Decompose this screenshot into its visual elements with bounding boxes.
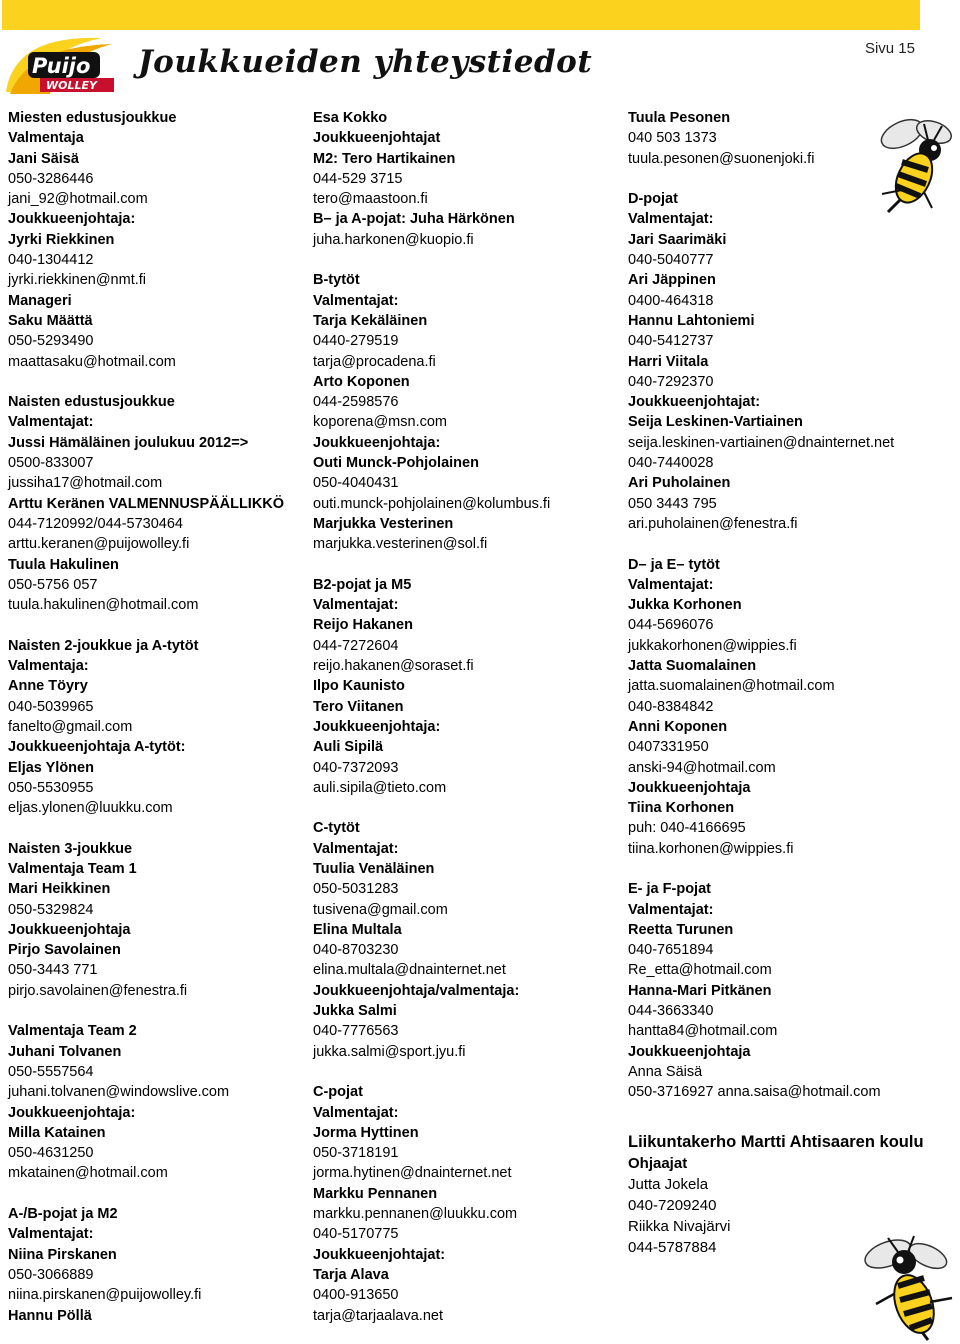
contact-label: Jukka Salmi: [313, 1003, 397, 1020]
contact-detail: tero@maastoon.fi: [313, 191, 428, 208]
contact-line: Jutta Jokela: [628, 1175, 709, 1193]
contact-label: Niina Pirskanen: [8, 1246, 117, 1263]
contact-detail: 040-7651894: [628, 942, 714, 959]
wasp-icon: [858, 1232, 958, 1342]
spacer: [628, 1111, 918, 1131]
contact-detail: 050-4040431: [313, 475, 399, 492]
contact-label: Elina Multala: [313, 921, 402, 938]
contact-detail: 040-8384842: [628, 698, 714, 715]
contact-label: Jari Saarimäki: [628, 231, 727, 248]
contact-detail: 0400-464318: [628, 292, 714, 309]
contact-detail: 040-8703230: [313, 942, 399, 959]
contact-label: Esa Kokko: [313, 110, 388, 126]
contact-label: Valmentajat:: [8, 414, 94, 431]
contact-detail: tarja@procadena.fi: [313, 353, 436, 370]
contact-detail: pirjo.savolainen@fenestra.fi: [8, 982, 188, 999]
svg-text:WOLLEY: WOLLEY: [46, 79, 97, 92]
contact-detail: markku.pennanen@luukku.com: [313, 1206, 518, 1223]
contact-detail: fanelto@gmail.com: [8, 718, 133, 735]
spacer: [313, 1062, 618, 1082]
contact-detail: Re_etta@hotmail.com: [628, 962, 772, 979]
contact-label: Jani Säisä: [8, 150, 79, 167]
contact-label: Hanna-Mari Pitkänen: [628, 982, 772, 999]
contact-detail: 0400-913650: [313, 1287, 399, 1304]
svg-text:Puijo: Puijo: [32, 54, 91, 78]
contact-detail: 050-3066889: [8, 1266, 94, 1283]
contact-label: B2-pojat ja M5: [313, 576, 412, 593]
contact-detail: niina.pirskanen@puijowolley.fi: [8, 1287, 202, 1304]
contact-label: Pirjo Savolainen: [8, 942, 121, 959]
contact-label: B– ja A-pojat: Juha Härkönen: [313, 211, 515, 228]
contact-column-1: [8, 108, 303, 1326]
contact-label: A-/B-pojat ja M2: [8, 1206, 118, 1223]
contact-label: Ilpo Kaunisto: [313, 678, 405, 695]
contact-label: Tuula Pesonen: [628, 110, 731, 126]
contact-detail: 050-4631250: [8, 1145, 94, 1162]
spacer: [8, 1001, 303, 1021]
contact-label: Naisten edustusjoukkue: [8, 394, 175, 411]
contact-label: Arto Koponen: [313, 373, 410, 390]
contact-detail: 050-3716927 anna.saisa@hotmail.com: [628, 1084, 881, 1101]
contact-label: Naisten 2-joukkue ja A-tytöt: [8, 637, 199, 654]
contact-detail: tusivena@gmail.com: [313, 901, 448, 918]
contact-label: Valmentajat:: [628, 576, 714, 593]
contact-detail: jorma.hytinen@dnainternet.net: [313, 1165, 512, 1182]
contact-label: Valmentajat:: [313, 292, 399, 309]
contact-column-2: [313, 108, 618, 1326]
contact-detail: reijo.hakanen@soraset.fi: [313, 658, 474, 675]
contact-detail: tarja@tarjaalava.net: [313, 1307, 443, 1324]
contact-detail: jukkakorhonen@wippies.fi: [628, 637, 797, 654]
contact-label: Seija Leskinen-Vartiainen: [628, 414, 803, 431]
contact-label: Tuulia Venäläinen: [313, 860, 435, 877]
contact-label: Anni Koponen: [628, 718, 728, 735]
contact-column-3: [628, 108, 924, 1258]
spacer: [8, 818, 303, 838]
spacer: [628, 859, 918, 879]
contact-detail: juhani.tolvanen@windowslive.com: [8, 1084, 230, 1101]
contact-detail: anski-94@hotmail.com: [628, 759, 776, 776]
contact-detail: 040-5170775: [313, 1226, 399, 1243]
contact-label: C-pojat: [313, 1084, 363, 1101]
contact-detail: hantta84@hotmail.com: [628, 1023, 778, 1040]
puijo-wolley-logo: [2, 34, 122, 100]
section-subheading: Ohjaajat: [628, 1154, 688, 1172]
contact-label: Tero Viitanen: [313, 698, 404, 715]
contact-label: Jussi Hämäläinen joulukuu 2012=>: [8, 434, 249, 451]
contact-detail: maattasaku@hotmail.com: [8, 353, 176, 370]
contact-label: Joukkueenjohtaja/valmentaja:: [313, 982, 520, 999]
contact-label: Markku Pennanen: [313, 1185, 438, 1202]
contact-detail: 0440-279519: [313, 333, 399, 350]
contact-detail: 044-7120992/044-5730464: [8, 515, 183, 532]
contact-detail: 040-5412737: [628, 333, 714, 350]
contact-label: Mari Heikkinen: [8, 881, 111, 898]
page-title: Joukkueiden yhteystiedot: [138, 44, 593, 80]
contact-label: Valmentajat:: [313, 840, 399, 857]
contact-detail: mkatainen@hotmail.com: [8, 1165, 168, 1182]
contact-label: Joukkueenjohtaja:: [313, 718, 441, 735]
contact-detail: puh: 040-4166695: [628, 820, 746, 837]
contact-label: B-tytöt: [313, 272, 360, 289]
contact-label: Miesten edustusjoukkue: [8, 110, 177, 126]
spacer: [628, 534, 918, 554]
contact-detail: marjukka.vesterinen@sol.fi: [313, 536, 488, 553]
contact-label: Manageri: [8, 292, 72, 309]
contact-detail: 040-5039965: [8, 698, 94, 715]
contact-label: Valmentaja Team 2: [8, 1023, 137, 1040]
contact-label: Tarja Alava: [313, 1266, 389, 1283]
contact-label: Juhani Tolvanen: [8, 1043, 122, 1060]
contact-detail: outi.munck-pohjolainen@kolumbus.fi: [313, 495, 551, 512]
contact-label: Valmentaja Team 1: [8, 860, 137, 877]
spacer: [8, 372, 303, 392]
contact-detail: 050-3718191: [313, 1145, 399, 1162]
contact-detail: 050-5031283: [313, 881, 399, 898]
contact-label: Naisten 3-joukkue: [8, 840, 133, 857]
column-3-lines: [628, 108, 918, 1103]
contact-detail: 050-5293490: [8, 333, 94, 350]
contact-detail: ari.puholainen@fenestra.fi: [628, 515, 798, 532]
contact-detail: 040-7776563: [313, 1023, 399, 1040]
spacer: [313, 798, 618, 818]
contact-detail: arttu.keranen@puijowolley.fi: [8, 536, 190, 553]
contact-line: 044-5787884: [628, 1238, 717, 1256]
contact-detail: 050-3286446: [8, 170, 94, 187]
contact-label: Valmentajat:: [313, 1104, 399, 1121]
contact-detail: jyrki.riekkinen@nmt.fi: [8, 272, 146, 289]
contact-detail: 040 503 1373: [628, 130, 717, 147]
contact-label: Joukkueenjohtaja:: [8, 1104, 136, 1121]
contact-label: Joukkueenjohtaja A-tytöt:: [8, 739, 186, 756]
contact-detail: elina.multala@dnainternet.net: [313, 962, 506, 979]
contact-label: Joukkueenjohtaja: [628, 1043, 751, 1060]
contact-label: Joukkueenjohtajat:: [313, 1246, 446, 1263]
spacer: [8, 615, 303, 635]
contact-detail: 0407331950: [628, 739, 709, 756]
contact-label: Joukkueenjohtaja:: [8, 211, 136, 228]
contact-label: D-pojat: [628, 191, 678, 208]
contact-detail: 040-5040777: [628, 252, 714, 269]
contact-detail: 050-5530955: [8, 779, 94, 796]
contact-label: Ari Jäppinen: [628, 272, 716, 289]
contact-label: Jyrki Riekkinen: [8, 231, 115, 248]
spacer: [628, 1103, 918, 1111]
contact-label: Joukkueenjohtaja: [8, 921, 131, 938]
contact-label: Jukka Korhonen: [628, 597, 742, 614]
contact-label: Reetta Turunen: [628, 921, 734, 938]
contact-label: Saku Määttä: [8, 312, 93, 329]
contact-label: Tuula Hakulinen: [8, 556, 119, 573]
contact-detail: eljas.ylonen@luukku.com: [8, 800, 173, 817]
contact-label: Jorma Hyttinen: [313, 1124, 419, 1141]
contact-detail: 044-5696076: [628, 617, 714, 634]
contact-line: 040-7209240: [628, 1196, 717, 1214]
contact-detail: Anna Säisä: [628, 1063, 703, 1080]
page-number: Sivu 15: [864, 40, 915, 57]
contact-detail: 0500-833007: [8, 455, 94, 472]
contact-detail: 050 3443 795: [628, 495, 717, 512]
spacer: [313, 555, 618, 575]
contact-label: Hannu Lahtoniemi: [628, 312, 755, 329]
contact-label: Ari Puholainen: [628, 475, 731, 492]
contact-label: Joukkueenjohtaja:: [313, 434, 441, 451]
contact-label: Valmentaja: [8, 130, 84, 147]
contact-label: Valmentajat:: [628, 211, 714, 228]
contact-detail: tiina.korhonen@wippies.fi: [628, 840, 794, 857]
contact-label: Eljas Ylönen: [8, 759, 94, 776]
contact-detail: tuula.hakulinen@hotmail.com: [8, 597, 199, 614]
spacer: [313, 250, 618, 270]
contact-detail: auli.sipila@tieto.com: [313, 779, 447, 796]
contact-label: Valmentajat:: [628, 901, 714, 918]
contact-detail: 050-3443 771: [8, 962, 98, 979]
contact-detail: jani_92@hotmail.com: [8, 191, 148, 208]
wasp-icon: [872, 112, 958, 216]
contact-label: Milla Katainen: [8, 1124, 106, 1141]
contact-detail: 050-5756 057: [8, 576, 98, 593]
contact-label: Outi Munck-Pohjolainen: [313, 455, 479, 472]
contact-label: D– ja E– tytöt: [628, 556, 720, 573]
contact-label: Valmentajat:: [313, 597, 399, 614]
contact-label: Tarja Kekäläinen: [313, 312, 428, 329]
contact-label: Marjukka Vesterinen: [313, 515, 454, 532]
contact-label: Tiina Korhonen: [628, 800, 735, 817]
contact-detail: 044-3663340: [628, 1003, 714, 1020]
contact-detail: 040-7292370: [628, 373, 714, 390]
contact-label: Hannu Pöllä: [8, 1307, 92, 1324]
contact-label: Valmentaja:: [8, 658, 89, 675]
contact-label: Reijo Hakanen: [313, 617, 413, 634]
section-heading: Liikuntakerho Martti Ahtisaaren koulu: [628, 1132, 924, 1151]
contact-detail: koporena@msn.com: [313, 414, 447, 431]
contact-label: M2: Tero Hartikainen: [313, 150, 456, 167]
contact-detail: 040-7440028: [628, 455, 714, 472]
contact-detail: 050-5557564: [8, 1063, 94, 1080]
contact-detail: 040-1304412: [8, 252, 94, 269]
contact-label: Joukkueenjohtajat: [313, 130, 441, 147]
contact-label: Valmentajat:: [8, 1226, 94, 1243]
contact-label: Jatta Suomalainen: [628, 658, 757, 675]
contact-label: Harri Viitala: [628, 353, 709, 370]
spacer: [8, 1184, 303, 1204]
contact-detail: 040-7372093: [313, 759, 399, 776]
header-accent-bar: [2, 0, 920, 30]
contact-detail: 044-7272604: [313, 637, 399, 654]
contact-detail: juha.harkonen@kuopio.fi: [313, 231, 474, 248]
contact-line: Riikka Nivajärvi: [628, 1217, 731, 1235]
contact-detail: jussiha17@hotmail.com: [8, 475, 163, 492]
contact-label: Auli Sipilä: [313, 739, 384, 756]
contact-label: E- ja F-pojat: [628, 881, 711, 898]
contact-detail: 044-529 3715: [313, 170, 403, 187]
contact-detail: tuula.pesonen@suonenjoki.fi: [628, 150, 815, 167]
contact-detail: jukka.salmi@sport.jyu.fi: [313, 1043, 466, 1060]
contact-label: Arttu Keränen VALMENNUSPÄÄLLIKKÖ: [8, 495, 285, 512]
contact-detail: seija.leskinen-vartiainen@dnainternet.net: [628, 434, 895, 451]
contact-label: C-tytöt: [313, 820, 360, 837]
contact-label: Joukkueenjohtaja: [628, 779, 751, 796]
contact-label: Joukkueenjohtajat:: [628, 394, 761, 411]
contact-detail: 044-2598576: [313, 394, 399, 411]
contact-label: Anne Töyry: [8, 678, 88, 695]
contact-detail: 050-5329824: [8, 901, 94, 918]
contact-detail: jatta.suomalainen@hotmail.com: [628, 678, 835, 695]
